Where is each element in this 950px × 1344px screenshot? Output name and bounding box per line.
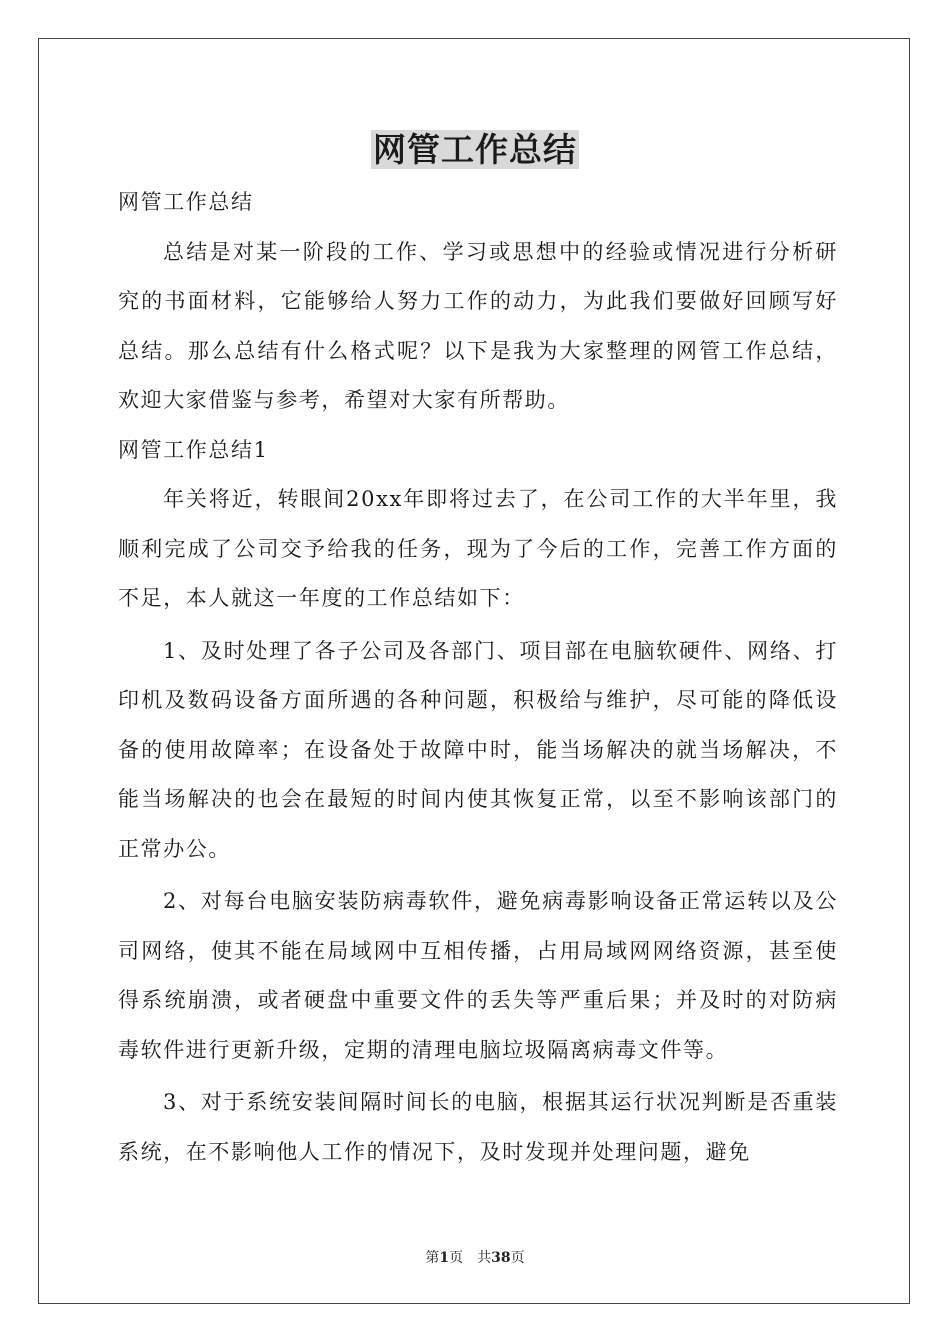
footer-mid: 页 共 — [449, 1250, 492, 1266]
page-footer — [0, 1248, 950, 1268]
document-body — [118, 178, 838, 1177]
section-heading: 网管工作总结1 — [118, 437, 269, 462]
document-subtitle: 网管工作总结 — [118, 190, 254, 214]
document-title — [0, 127, 950, 173]
intro-paragraph: 总结是对某一阶段的工作、学习或思想中的经验或情况进行分析研究的书面材料，它能够给人努力工作的动力，为此我们要做好回顾写好总结。那么总结有什么格式呢？以下是我为大家整理的网管工作总结，欢迎大家借鉴与参考，希望对大家有所帮助。 — [118, 239, 838, 412]
footer-page-current: 1 — [439, 1250, 450, 1266]
body-paragraph: 2、对每台电脑安装防病毒软件，避免病毒影响设备正常运转以及公司网络，使其不能在局域网中互相传播，占用局域网网络资源，甚至使得系统崩溃，或者硬盘中重要文件的丢失等严重后果；并及时的对防病毒软件进行更新升级，定期的清理电脑垃圾隔离病毒文件等。 — [118, 889, 838, 1062]
footer-page-total: 38 — [491, 1250, 511, 1266]
document-title-text: 网管工作总结 — [373, 130, 577, 169]
footer-prefix: 第 — [425, 1250, 440, 1266]
footer-suffix: 页 — [510, 1250, 525, 1266]
body-paragraph: 年关将近，转眼间20xx年即将过去了，在公司工作的大半年里，我顺利完成了公司交予给我的任务，现为了今后的工作，完善工作方面的不足，本人就这一年度的工作总结如下： — [118, 487, 838, 610]
body-paragraph: 1、及时处理了各子公司及各部门、项目部在电脑软硬件、网络、打印机及数码设备方面所遇的各种问题，积极给与维护，尽可能的降低设备的使用故障率；在设备处于故障中时，能当场解决的就当场解决，不能当场解决的也会在最短的时间内使其恢复正常，以至不影响该部门的正常办公。 — [118, 638, 838, 861]
body-paragraph: 3、对于系统安装间隔时间长的电脑，根据其运行状况判断是否重装系统，在不影响他人工作的情况下，及时发现并处理问题，避免 — [118, 1090, 838, 1164]
